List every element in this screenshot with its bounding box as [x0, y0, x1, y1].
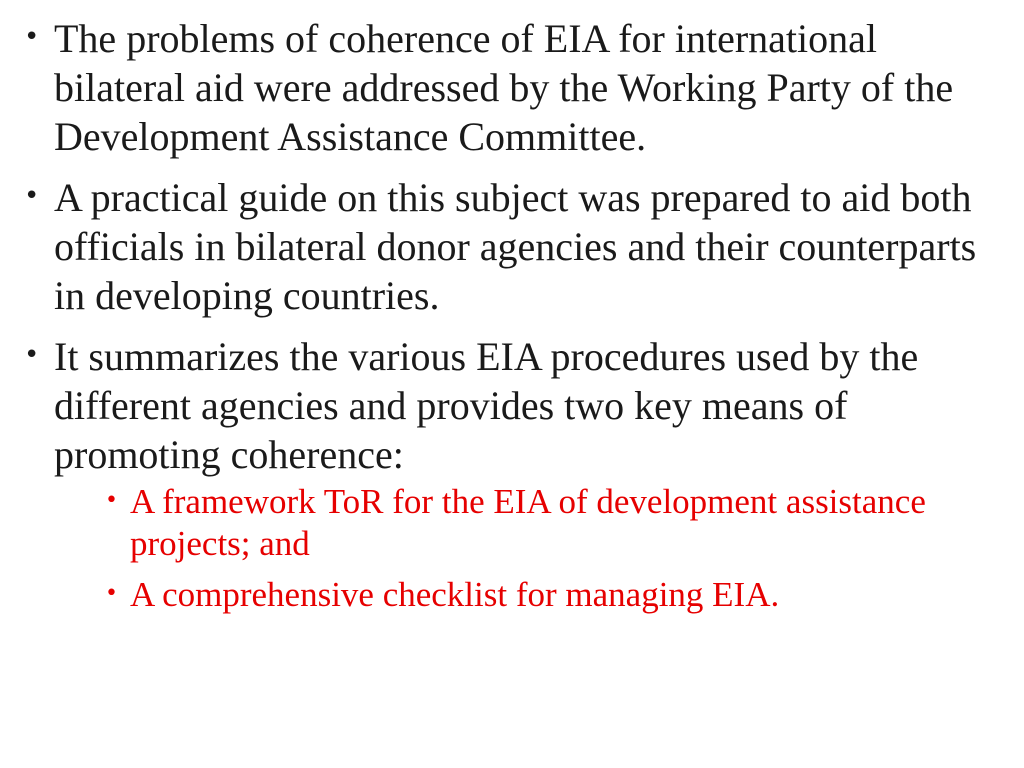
- sub-bullet-list: [54, 481, 1009, 616]
- bullet-dot-icon: •: [24, 340, 40, 370]
- sub-bullet-text: A comprehensive checklist for managing EIA.: [130, 575, 780, 614]
- sub-bullet-dot-icon: •: [105, 488, 118, 513]
- bullet-item: [24, 332, 1009, 616]
- sub-bullet-text: A framework ToR for the EIA of development assistance projects; and: [130, 482, 926, 563]
- sub-bullet-item: [79, 574, 1009, 616]
- bullet-list: [24, 14, 1009, 628]
- bullet-item: [24, 14, 1009, 161]
- bullet-dot-icon: •: [24, 181, 40, 211]
- sub-bullet-dot-icon: •: [105, 581, 118, 606]
- bullet-text: It summarizes the various EIA procedures used by the different agencies and provides two key means of promoting coherence:: [54, 334, 919, 477]
- bullet-text: A practical guide on this subject was prepared to aid both officials in bilateral donor agencies and their counterparts in developing countries.: [54, 175, 977, 318]
- sub-bullet-item: [79, 481, 1009, 565]
- bullet-item: [24, 173, 1009, 320]
- bullet-text: The problems of coherence of EIA for international bilateral aid were addressed by the Working Party of the Development Assistance Committee.: [54, 16, 954, 159]
- bullet-dot-icon: •: [24, 22, 40, 52]
